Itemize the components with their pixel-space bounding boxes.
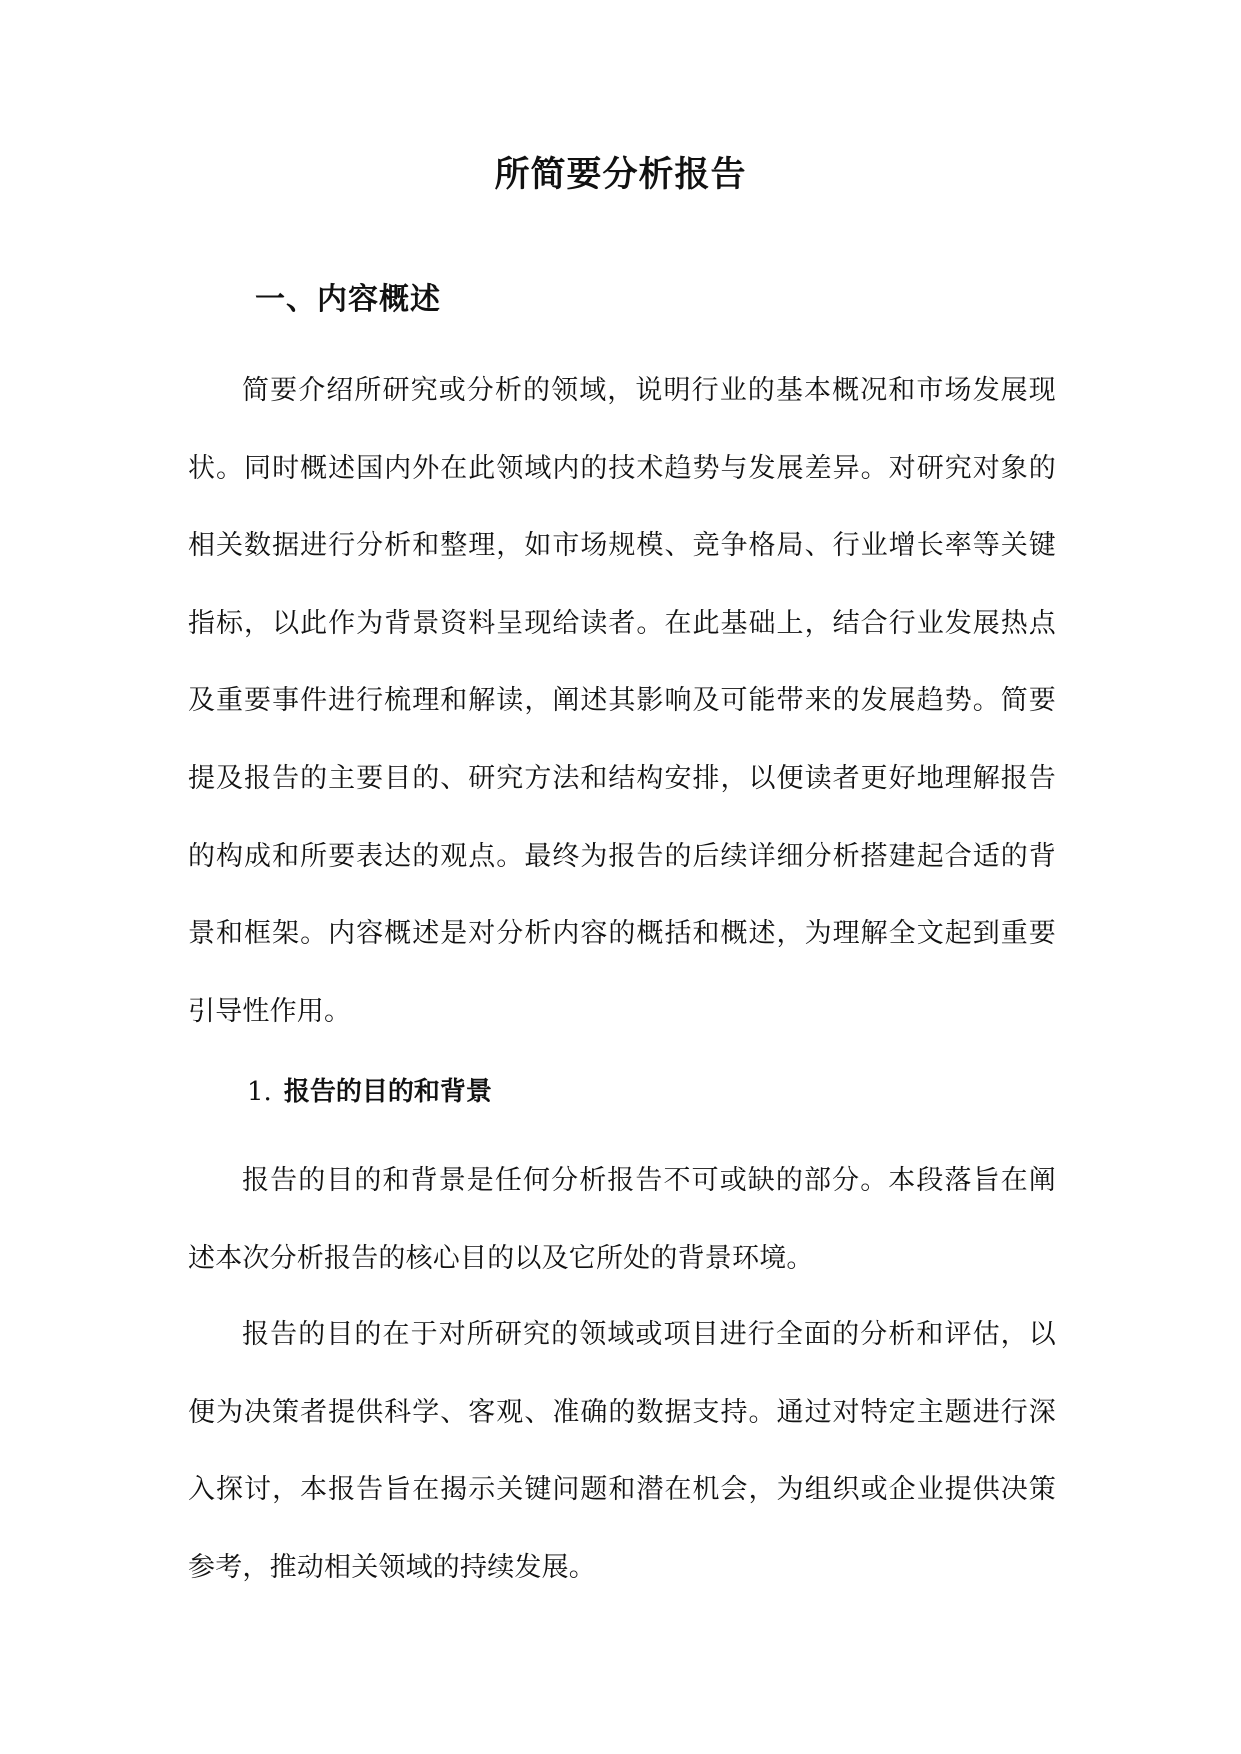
document-title: 所简要分析报告: [494, 154, 747, 195]
overview-paragraph: 简要介绍所研究或分析的领域，说明行业的基本概况和市场发展现状。同时概述国内外在此领域内的技术趋势与发展差异。对研究对象的相关数据进行分析和整理，如市场规模、竞争格局、行业增长率等关键指标，以此作为背景资料呈现给读者。在此基础上，结合行业发展热点及重要事件进行梳理和解读，阐述其影响及可能带来的发展趋势。简要提及报告的主要目的、研究方法和结构安排，以便读者更好地理解报告的构成和所要表达的观点。最终为报告的后续详细分析搭建起合适的背景和框架。内容概述是对分析内容的概括和概述，为理解全文起到重要引导性作用。: [188, 375, 1056, 1027]
section-heading-overview: 一、内容概述: [255, 282, 441, 317]
subsection-heading-purpose: [247, 1074, 492, 1110]
subsection-number: 1.: [247, 1077, 272, 1107]
purpose-paragraph-2: 报告的目的在于对所研究的领域或项目进行全面的分析和评估，以便为决策者提供科学、客观、准确的数据支持。通过对特定主题进行深入探讨，本报告旨在揭示关键问题和潜在机会，为组织或企业提供决策参考，推动相关领域的持续发展。: [188, 1319, 1056, 1583]
subsection-title: 报告的目的和背景: [283, 1077, 492, 1107]
purpose-paragraph-1: 报告的目的和背景是任何分析报告不可或缺的部分。本段落旨在阐述本次分析报告的核心目的以及它所处的背景环境。: [188, 1165, 1056, 1274]
